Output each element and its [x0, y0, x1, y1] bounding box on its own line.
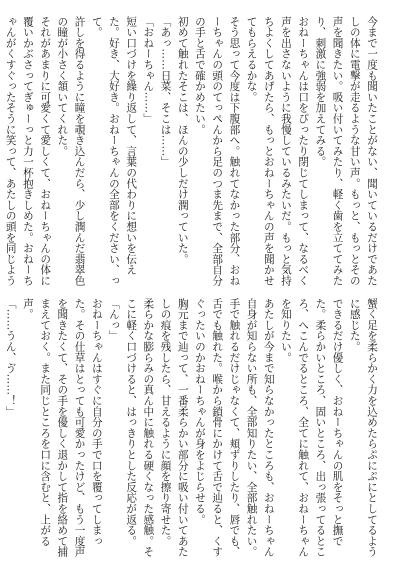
- paragraph: 今まで一度も聞いたことがない、聞いているだけであたしの体に電撃が走るような甘い声。もっと、もっとその声を聞きたい。吸い付いてみたり、軽く歯を立ててみたり、刺激に強弱を加えてみる。: [314, 16, 378, 286]
- paragraph: [0, 298, 2, 566]
- paragraph: おねーちゃんは口をぴったり閉じてしまって、なるべく声を出さないように我慢しているみたいだ。もっと気持ちよくしてあげたら、もっとおねーちゃんの声を聞かせてもらえるかな。: [245, 16, 310, 286]
- paragraph: 「んっ」: [107, 298, 120, 342]
- paragraph: 初めて触れたそこは、ほんの少しだけ潤っていた。: [176, 16, 189, 265]
- lower-text-block: [4, 298, 380, 566]
- paragraph: 胸元まで辿って、一番柔らかい部分に吸い付いてあたしの痕を残したら、甘えるように顔を擦り寄せた。: [159, 298, 189, 558]
- paragraph: 短い口づけを繰り返して、言葉の代わりに想いを伝えた。好き、大好き。おねーちゃんの全部をください、って。: [90, 16, 138, 286]
- paragraph: 「……うん、ゔ……！」: [4, 298, 17, 417]
- paragraph: 「おねーちゃん……」: [142, 16, 155, 124]
- upper-text-block: [4, 16, 380, 292]
- paragraph: おねーちゃんはすぐに自分の手で口を覆ってしまった。その仕草はとっても可愛かったけど、もう一度声を聞きたくて、その手を優しく退かして指を絡めて捕まえておく。また同じところを口に含むと、上がる声。: [21, 298, 103, 558]
- paragraph: そう思って今度は下腹部へ。触れてなかった部分、おねーちゃんの頭のてっぺんから足のつま先まで、全部自分の手と舌で確かめたい。: [193, 16, 241, 286]
- paragraph: できるだけ優しく、おねーちゃんの肌をそっと撫でた。柔らかいところ、固いところ、出っ張ってるところ、へこんでるところ、全てに触れて、おねーちゃんを知りたい。: [279, 298, 344, 558]
- paragraph: それがあまりに可愛くて愛しくて、おねーちゃんの体に覆いかぶさってぎゅーっと力一杯抱きしめた。おねーちゃんがくすぐったそうに笑って、あたしの頭を同じよう: [4, 16, 52, 286]
- paragraph: 柔らかな膨らみの真ん中に触れる硬くなった感触。そこに軽く口づけると、はっきりとした反応が返る。: [125, 298, 155, 558]
- paragraph: 許しを得るように瞳を覗き込んだら、少し潤んだ翡翠色の瞳が小さく頷いてくれた。: [56, 16, 86, 286]
- paragraph: 「あっ……日菜、そこは……」: [159, 16, 172, 168]
- paragraph: 手で触れるだけじゃなくて、頬ずりしたり、唇でも、舌でも触れた。喉から鎖骨にかけて舌で辿ると、くすぐったいのかおねーちゃんが身をよじらせる。: [193, 298, 241, 558]
- paragraph: あたしが今まで知らなかったところも、おねーちゃん自身が知らない所も、全部知りたい、全部触れたい。: [245, 298, 275, 558]
- paragraph: 蟹く足を柔らかく力を込めたらぷにぷにとしてるように感じた。: [348, 298, 378, 558]
